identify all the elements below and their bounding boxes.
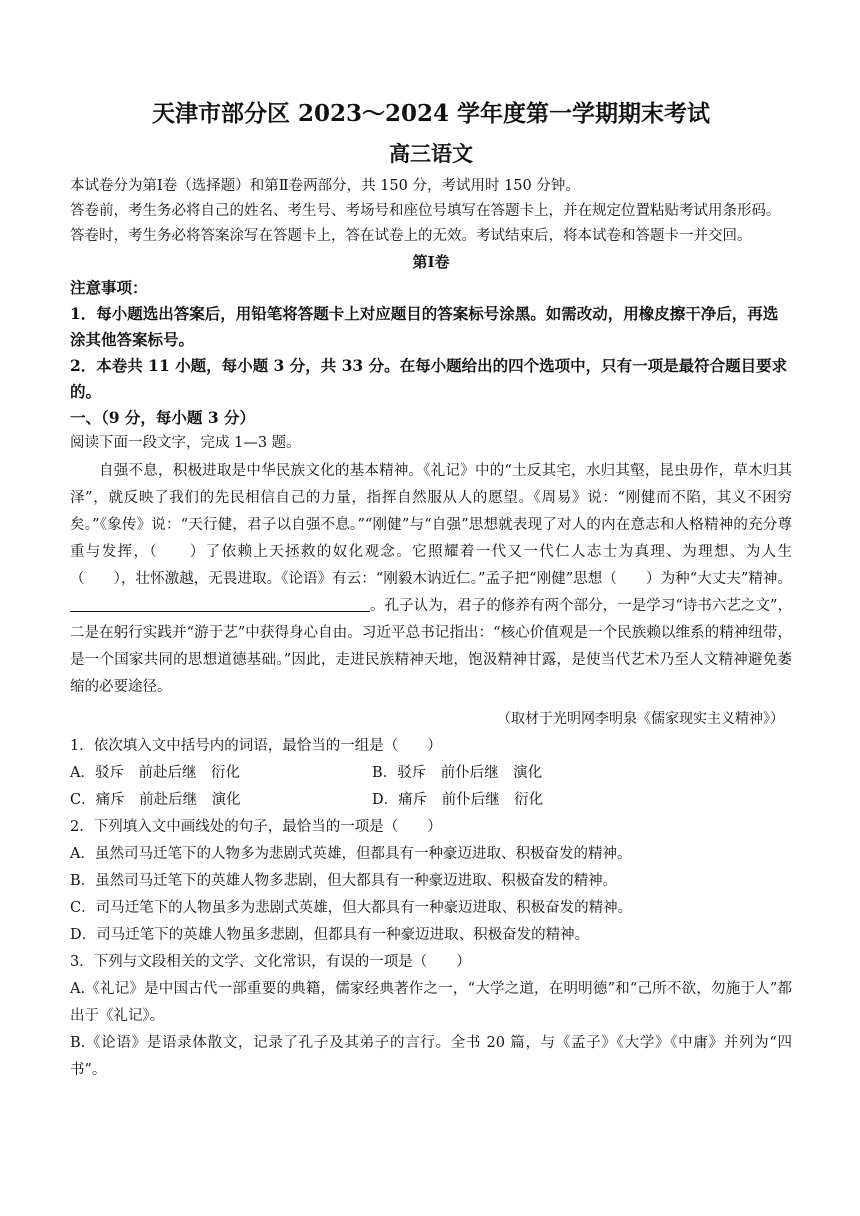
- question-3-option-a: A.《礼记》是中国古代一部重要的典籍，儒家经典著作之一，“大学之道，在明明德”和“己所不欲，勿施于人”都出于《礼记》。: [70, 981, 792, 1024]
- passage-source: （取材于光明网李明泉《儒家现实主义精神》）: [497, 711, 784, 727]
- exam-title: 天津市部分区 2023～2024 学年度第一学期期末考试: [151, 100, 711, 127]
- question-2-option-a: A．虽然司马迁笔下的人物多为悲剧式英雄，但都具有一种豪迈进取、积极奋发的精神。: [70, 846, 632, 862]
- notice-title: 注意事项：: [70, 278, 148, 297]
- option-a: A．驳斥 前赴后继 衍化: [70, 765, 240, 781]
- passage-part-b: 。孔子认为，君子的修养有两个部分，一是学习“诗书六艺之文”，二是在躬行实践并“游于艺”中获得身心自由。习近平总书记指出：“核心价值观是一个民族赖以维系的精神纽带，是一个国家共同的思想道德基础。”因此，走进民族精神天地，饱汲精神甘露，是使当代艺术乃至人文精神避免萎缩的必要途径。: [70, 598, 792, 695]
- reading-passage: [70, 458, 792, 701]
- exam-page: [70, 96, 792, 1084]
- intro-line-1: 本试卷分为第Ⅰ卷（选择题）和第Ⅱ卷两部分，共 150 分，考试用时 150 分钟。: [70, 178, 580, 194]
- question-2-option-b: B．虽然司马迁笔下的英雄人物多悲剧，但大都具有一种豪迈进取、积极奋发的精神。: [70, 873, 618, 889]
- intro-line-2: 答卷前，考生务必将自己的姓名、考生号、考场号和座位号填写在答题卡上，并在规定位置粘贴考试用条形码。: [70, 203, 781, 219]
- reading-instruction: 阅读下面一段文字，完成 1—3 题。: [70, 435, 301, 451]
- option-c: C．痛斥 前赴后继 演化: [70, 792, 241, 808]
- option-d: D．痛斥 前仆后继 衍化: [372, 792, 544, 808]
- question-1-options-row-2: [70, 787, 792, 814]
- question-3-option-b: B.《论语》是语录体散文，记录了孔子及其弟子的言行。全书 20 篇，与《孟子》《大学》《中庸》并列为“四书”。: [70, 1035, 792, 1078]
- intro-line-3: 答卷时，考生务必将答案涂写在答题卡上，答在试卷上的无效。考试结束后，将本试卷和答题卡一并交回。: [70, 228, 752, 244]
- question-1-stem: 1．依次填入文中括号内的词语，最恰当的一组是（ ）: [70, 738, 442, 754]
- question-2-stem: 2．下列填入文中画线处的句子，最恰当的一项是（ ）: [70, 819, 442, 835]
- notice-item-1: 1．每小题选出答案后，用铅笔将答题卡上对应题目的答案标号涂黑。如需改动，用橡皮擦干净后，再选涂其他答案标号。: [70, 304, 779, 349]
- notice-item-2: 2．本卷共 11 小题，每小题 3 分，共 33 分。在每小题给出的四个选项中，只有一项是最符合题目要求的。: [70, 356, 788, 401]
- question-2-option-d: D．司马迁笔下的英雄人物虽多悲剧，但都具有一种豪迈进取、积极奋发的精神。: [70, 927, 590, 943]
- section-heading: 一、（9 分，每小题 3 分）: [70, 408, 256, 427]
- underline-blank: [70, 595, 370, 612]
- exam-subject: 高三语文: [389, 141, 473, 166]
- passage-part-a: 自强不息，积极进取是中华民族文化的基本精神。《礼记》中的“土反其宅，水归其壑，昆虫毋作，草木归其泽”，就反映了我们的先民相信自己的力量，指挥自然服从人的愿望。《周易》说：“刚健而不陷，其义不困穷矣。”《象传》说：“天行健，君子以自强不息。”“刚健”与“自强”思想就表现了对人的内在意志和人格精神的充分尊重与发挥，（ ）了依赖上天拯救的奴化观念。它照耀着一代又一代仁人志士为真理、为理想、为人生（ ），壮怀激越，无畏进取。《论语》有云：“刚毅木讷近仁。”孟子把“刚健”思想（ ）为种“大丈夫”精神。: [70, 463, 792, 587]
- volume-heading: 第Ⅰ卷: [412, 253, 450, 271]
- question-2-option-c: C．司马迁笔下的人物虽多为悲剧式英雄，但大都具有一种豪迈进取、积极奋发的精神。: [70, 900, 633, 916]
- question-3-stem: 3．下列与文段相关的文学、文化常识，有误的一项是（ ）: [70, 954, 471, 970]
- question-1-options-row-1: [70, 760, 792, 787]
- option-b: B．驳斥 前仆后继 演化: [372, 765, 543, 781]
